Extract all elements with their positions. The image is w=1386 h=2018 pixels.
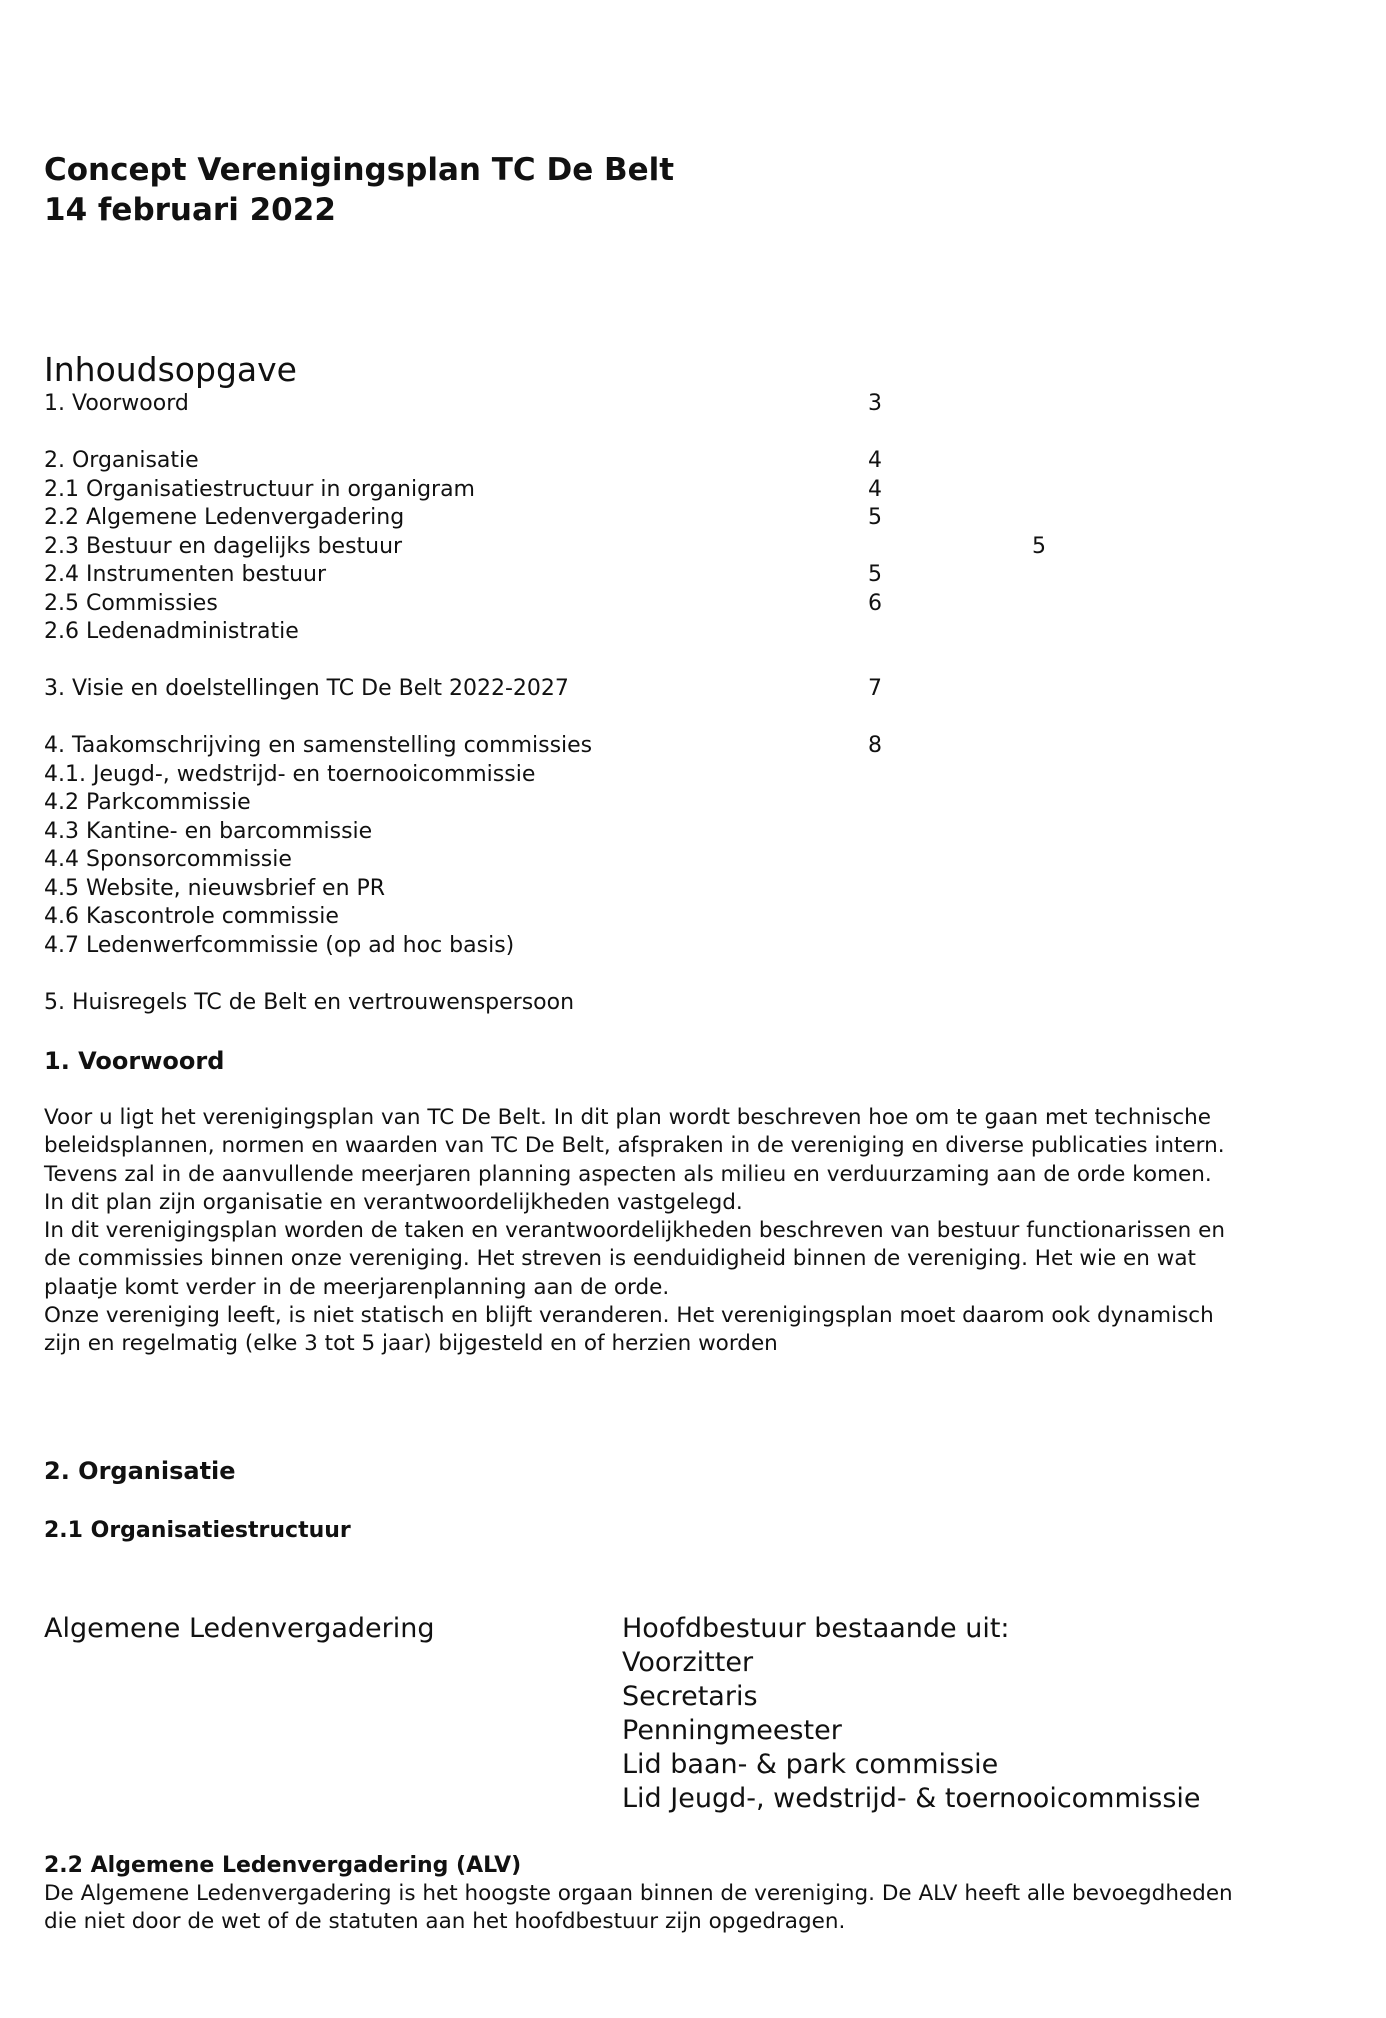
toc-entry-label: 2.6 Ledenadministratie <box>44 619 299 644</box>
toc-entry-page: 6 <box>868 590 882 616</box>
paragraph-line: beleidsplannen, normen en waarden van TC De Belt, afspraken in de vereniging en diverse publicaties intern. <box>44 1133 1225 1159</box>
toc-entry-label: 3. Visie en doelstellingen TC De Belt 2022-2027 <box>44 676 569 701</box>
toc-entry-label: 4.1. Jeugd-, wedstrijd- en toernooicommissie <box>44 761 536 787</box>
toc-entry[interactable] <box>44 789 1144 818</box>
hoofdbestuur-item: Hoofdbestuur bestaande uit: <box>622 1613 1010 1644</box>
hoofdbestuur-item: Penningmeester <box>622 1715 842 1746</box>
paragraph-line: de commissies binnen onze vereniging. Het streven is eenduidigheid binnen de vereniging. Het wie en wat <box>44 1246 1196 1272</box>
toc-entry-page: 4 <box>868 448 882 473</box>
toc-entry[interactable] <box>44 447 1144 476</box>
toc-spacer <box>44 960 1144 989</box>
hoofdbestuur-item: Secretaris <box>622 1681 758 1712</box>
toc-spacer <box>44 419 1144 448</box>
toc-entry[interactable] <box>44 561 1144 590</box>
toc-entry[interactable] <box>44 761 1144 790</box>
toc-entry-label: 5. Huisregels TC de Belt en vertrouwenspersoon <box>44 989 575 1015</box>
hoofdbestuur-list <box>622 1612 1201 1816</box>
toc-entry[interactable] <box>44 732 1144 761</box>
organisatiestructuur-heading: 2.1 Organisatiestructuur <box>44 1518 351 1543</box>
toc-entry-page: 8 <box>868 733 882 758</box>
paragraph-line: In dit plan zijn organisatie en verantwoordelijkheden vastgelegd. <box>44 1189 743 1215</box>
toc-entry[interactable] <box>44 846 1144 875</box>
toc-entry-label: 4.7 Ledenwerfcommissie (op ad hoc basis) <box>44 932 515 958</box>
toc-entry[interactable] <box>44 390 1144 419</box>
toc-entry-page: 5 <box>868 562 882 587</box>
document-title-line: Concept Verenigingsplan TC De Belt <box>44 152 675 188</box>
toc-entry-label: 4.4 Sponsorcommissie <box>44 847 292 872</box>
alv-box-label: Algemene Ledenvergadering <box>44 1613 435 1644</box>
toc-entry[interactable] <box>44 675 1144 704</box>
toc-entry-label: 4. Taakomschrijving en samenstelling commissies <box>44 733 593 758</box>
toc-entry-page: 3 <box>868 391 882 416</box>
toc-entry-label: 1. Voorwoord <box>44 391 189 416</box>
toc-entry-label: 2.3 Bestuur en dagelijks bestuur <box>44 533 403 559</box>
paragraph-line: plaatje komt verder in de meerjarenplanning aan de orde. <box>44 1274 670 1300</box>
toc-entry[interactable] <box>44 504 1144 533</box>
paragraph-line: Voor u ligt het verenigingsplan van TC De Belt. In dit plan wordt beschreven hoe om te gaan met technische <box>44 1105 1212 1130</box>
toc-entry[interactable] <box>44 618 1144 647</box>
toc-entry-label: 2. Organisatie <box>44 448 199 473</box>
toc-entry-label: 2.5 Commissies <box>44 590 218 616</box>
paragraph-line: die niet door de wet of de statuten aan het hoofdbestuur zijn opgedragen. <box>44 1909 846 1935</box>
toc-heading: Inhoudsopgave <box>44 350 297 389</box>
toc-entry-page: 7 <box>868 676 882 701</box>
toc-spacer <box>44 647 1144 676</box>
toc-entry-page: 5 <box>868 505 882 530</box>
toc-entry-label: 4.2 Parkcommissie <box>44 790 251 815</box>
toc-entry-label: 4.5 Website, nieuwsbrief en PR <box>44 875 386 901</box>
toc-entry[interactable] <box>44 903 1144 932</box>
toc-entry[interactable] <box>44 590 1144 619</box>
toc-entry-label: 2.4 Instrumenten bestuur <box>44 562 327 587</box>
alv-paragraph <box>44 1880 1344 1937</box>
toc-entry[interactable] <box>44 932 1144 961</box>
paragraph-line: Onze vereniging leeft, is niet statisch en blijft veranderen. Het verenigingsplan moet daarom ook dynamisch <box>44 1303 1214 1329</box>
toc-entry-label: 4.3 Kantine- en barcommissie <box>44 818 373 844</box>
document-date: 14 februari 2022 <box>44 192 336 228</box>
toc-entry-label: 2.1 Organisatiestructuur in organigram <box>44 476 475 502</box>
toc-entry[interactable] <box>44 533 1144 562</box>
hoofdbestuur-item: Voorzitter <box>622 1647 754 1678</box>
toc-entry-label: 4.6 Kascontrole commissie <box>44 904 339 929</box>
paragraph-line: In dit verenigingsplan worden de taken en verantwoordelijkheden beschreven van bestuur functionarissen en <box>44 1218 1225 1244</box>
document-title <box>44 150 674 230</box>
table-of-contents <box>44 390 1144 1017</box>
toc-entry[interactable] <box>44 476 1144 505</box>
paragraph-line: Tevens zal in de aanvullende meerjaren planning aspecten als milieu en verduurzaming aan de orde komen. <box>44 1161 1212 1187</box>
paragraph-line: zijn en regelmatig (elke 3 tot 5 jaar) bijgesteld en of herzien worden <box>44 1331 778 1357</box>
voorwoord-heading: 1. Voorwoord <box>44 1047 225 1075</box>
toc-entry[interactable] <box>44 818 1144 847</box>
toc-entry[interactable] <box>44 989 1144 1018</box>
hoofdbestuur-item: Lid baan- & park commissie <box>622 1749 999 1780</box>
toc-entry-page: 5 <box>1032 533 1046 559</box>
paragraph-line: De Algemene Ledenvergadering is het hoogste orgaan binnen de vereniging. De ALV heeft alle bevoegdheden <box>44 1881 1233 1906</box>
alv-heading: 2.2 Algemene Ledenvergadering (ALV) <box>44 1853 522 1878</box>
organisatie-heading: 2. Organisatie <box>44 1457 236 1485</box>
toc-entry-label: 2.2 Algemene Ledenvergadering <box>44 505 405 530</box>
toc-spacer <box>44 704 1144 733</box>
voorwoord-paragraph <box>44 1104 1344 1359</box>
toc-entry[interactable] <box>44 875 1144 904</box>
hoofdbestuur-item: Lid Jeugd-, wedstrijd- & toernooicommissie <box>622 1783 1201 1814</box>
toc-entry-page: 4 <box>868 476 882 502</box>
